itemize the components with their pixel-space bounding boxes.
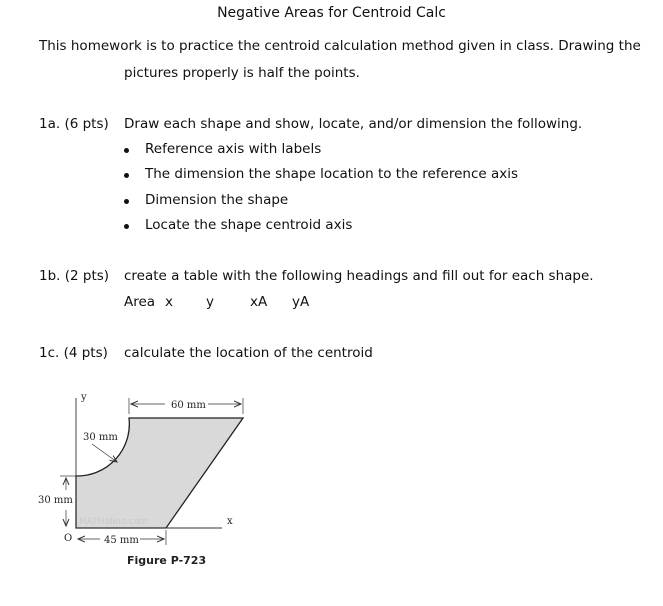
heading-xa: xA — [250, 294, 268, 310]
dim-bottom-label: 45 mm — [104, 535, 139, 546]
heading-y: y — [206, 294, 214, 310]
intro-line-2: pictures properly is half the points. — [124, 65, 360, 81]
part-a-bullet-4: Locate the shape centroid axis — [145, 217, 353, 233]
part-a-bullet-1: Reference axis with labels — [145, 141, 322, 157]
y-axis-label: y — [81, 392, 87, 403]
watermark: MATHalino.com — [79, 517, 149, 527]
part-a-bullet-2: The dimension the shape location to the reference axis — [145, 166, 519, 182]
part-c-label: 1c. (4 pts) — [39, 345, 108, 361]
part-a-label: 1a. (6 pts) — [39, 116, 109, 132]
figure-caption: Figure P-723 — [127, 554, 207, 567]
dim-left-label: 30 mm — [38, 495, 73, 506]
part-b-label: 1b. (2 pts) — [39, 268, 110, 284]
part-b-instruction: create a table with the following headings and fill out for each shape. — [124, 268, 594, 284]
part-a-instruction: Draw each shape and show, locate, and/or dimension the following. — [124, 116, 583, 132]
dim-top-label: 60 mm — [171, 400, 206, 411]
origin-label: O — [64, 533, 73, 544]
dim-radius-label: 30 mm — [83, 432, 118, 443]
intro-line-1: This homework is to practice the centroid calculation method given in class. Drawing the — [39, 38, 641, 54]
radius-leader — [92, 444, 117, 462]
heading-ya: yA — [292, 294, 310, 310]
part-a-bullet-3: Dimension the shape — [145, 192, 289, 208]
heading-area: Area — [124, 294, 156, 310]
part-c-instruction: calculate the location of the centroid — [124, 345, 373, 361]
x-axis-label: x — [227, 516, 233, 527]
page-title: Negative Areas for Centroid Calc — [217, 5, 446, 21]
heading-x: x — [165, 294, 173, 310]
